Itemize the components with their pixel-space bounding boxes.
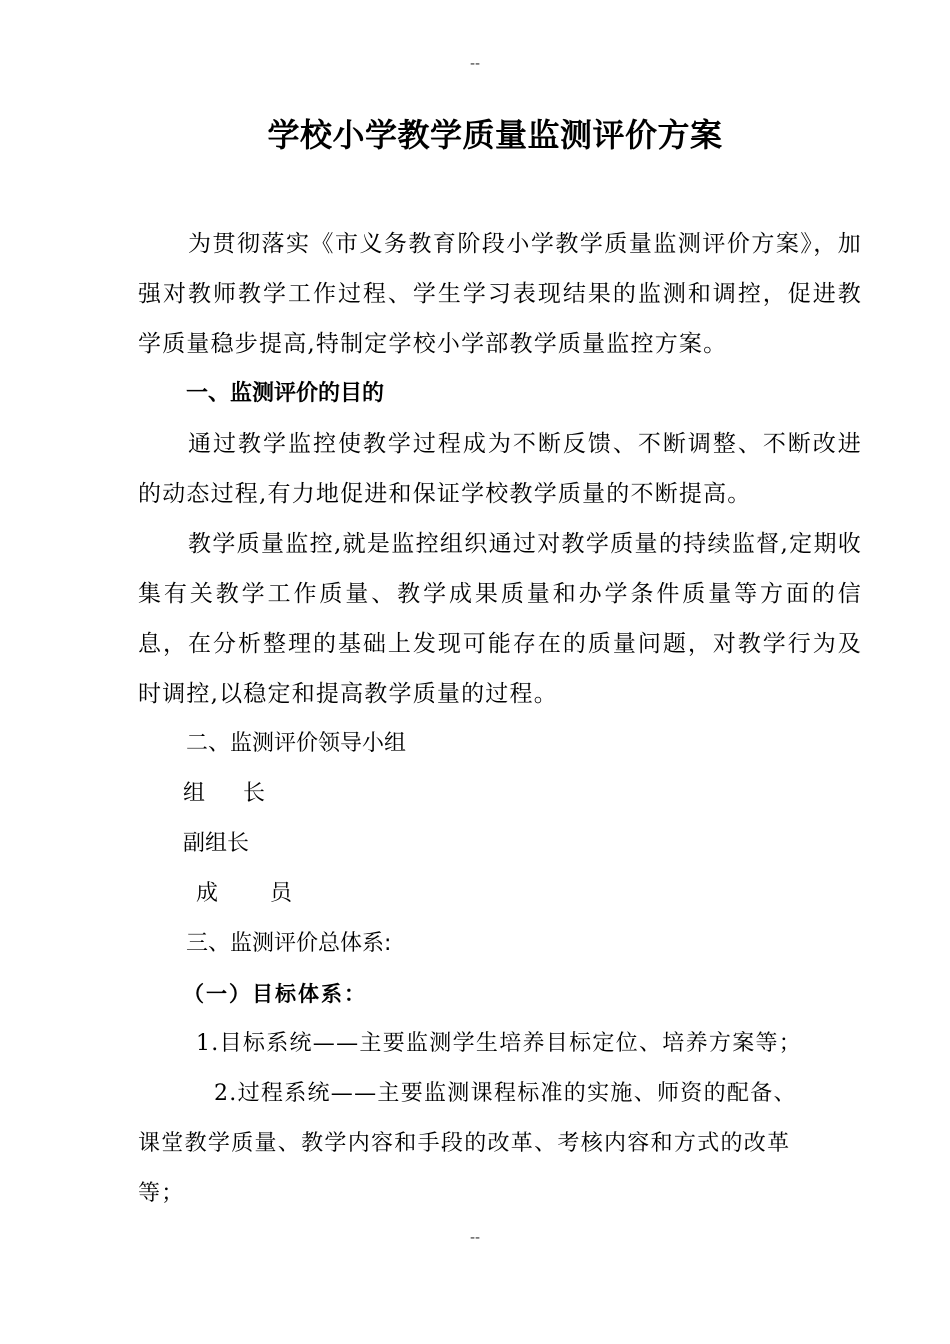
- section-heading-purpose: 一、监测评价的目的: [186, 381, 385, 406]
- list-item-target: 1.目标系统——主要监测学生培养目标定位、培养方案等；: [196, 1031, 803, 1056]
- role-member: [138, 869, 862, 919]
- page-header-marker: --: [469, 56, 481, 72]
- document-title: 学校小学教学质量监测评价方案: [267, 116, 723, 154]
- purpose-paragraph-1: 通过教学监控使教学过程成为不断反馈、不断调整、不断改进的动态过程,有力地促进和保证学校教学质量的不断提高。: [138, 431, 862, 507]
- role-member-label: 成员: [196, 881, 345, 906]
- section-heading-leadership: 二、监测评价领导小组: [186, 731, 407, 756]
- purpose-paragraph-2: 教学质量监控,就是监控组织通过对教学质量的持续监督,定期收集有关教学工作质量、教学成果质量和办学条件质量等方面的信息，在分析整理的基础上发现可能存在的质量问题，对教学行为及时调控,以稳定和提高教学质量的过程。: [138, 531, 862, 707]
- list-item-process-line-3: 等；: [138, 1181, 185, 1206]
- list-item-process-line-2: 课堂教学质量、教学内容和手段的改革、考核内容和方式的改革: [138, 1131, 791, 1156]
- page-footer-marker: --: [469, 1230, 481, 1246]
- section-heading-system: 三、监测评价总体系:: [186, 931, 392, 956]
- sub-heading-target-system: （一）目标体系：: [183, 982, 367, 1006]
- document-body: [138, 219, 862, 1219]
- intro-paragraph: 为贯彻落实《市义务教育阶段小学教学质量监测评价方案》，加强对教师教学工作过程、学生学习表现结果的监测和调控，促进教学质量稳步提高,特制定学校小学部教学质量监控方案。: [138, 231, 862, 357]
- role-leader-label: 组长: [183, 781, 304, 806]
- role-deputy-leader: [138, 819, 862, 869]
- role-leader: [138, 769, 862, 819]
- list-item-process-line-1: 2.过程系统——主要监测课程标准的实施、师资的配备、: [214, 1081, 797, 1106]
- role-deputy-leader-label: 副组长: [183, 831, 250, 856]
